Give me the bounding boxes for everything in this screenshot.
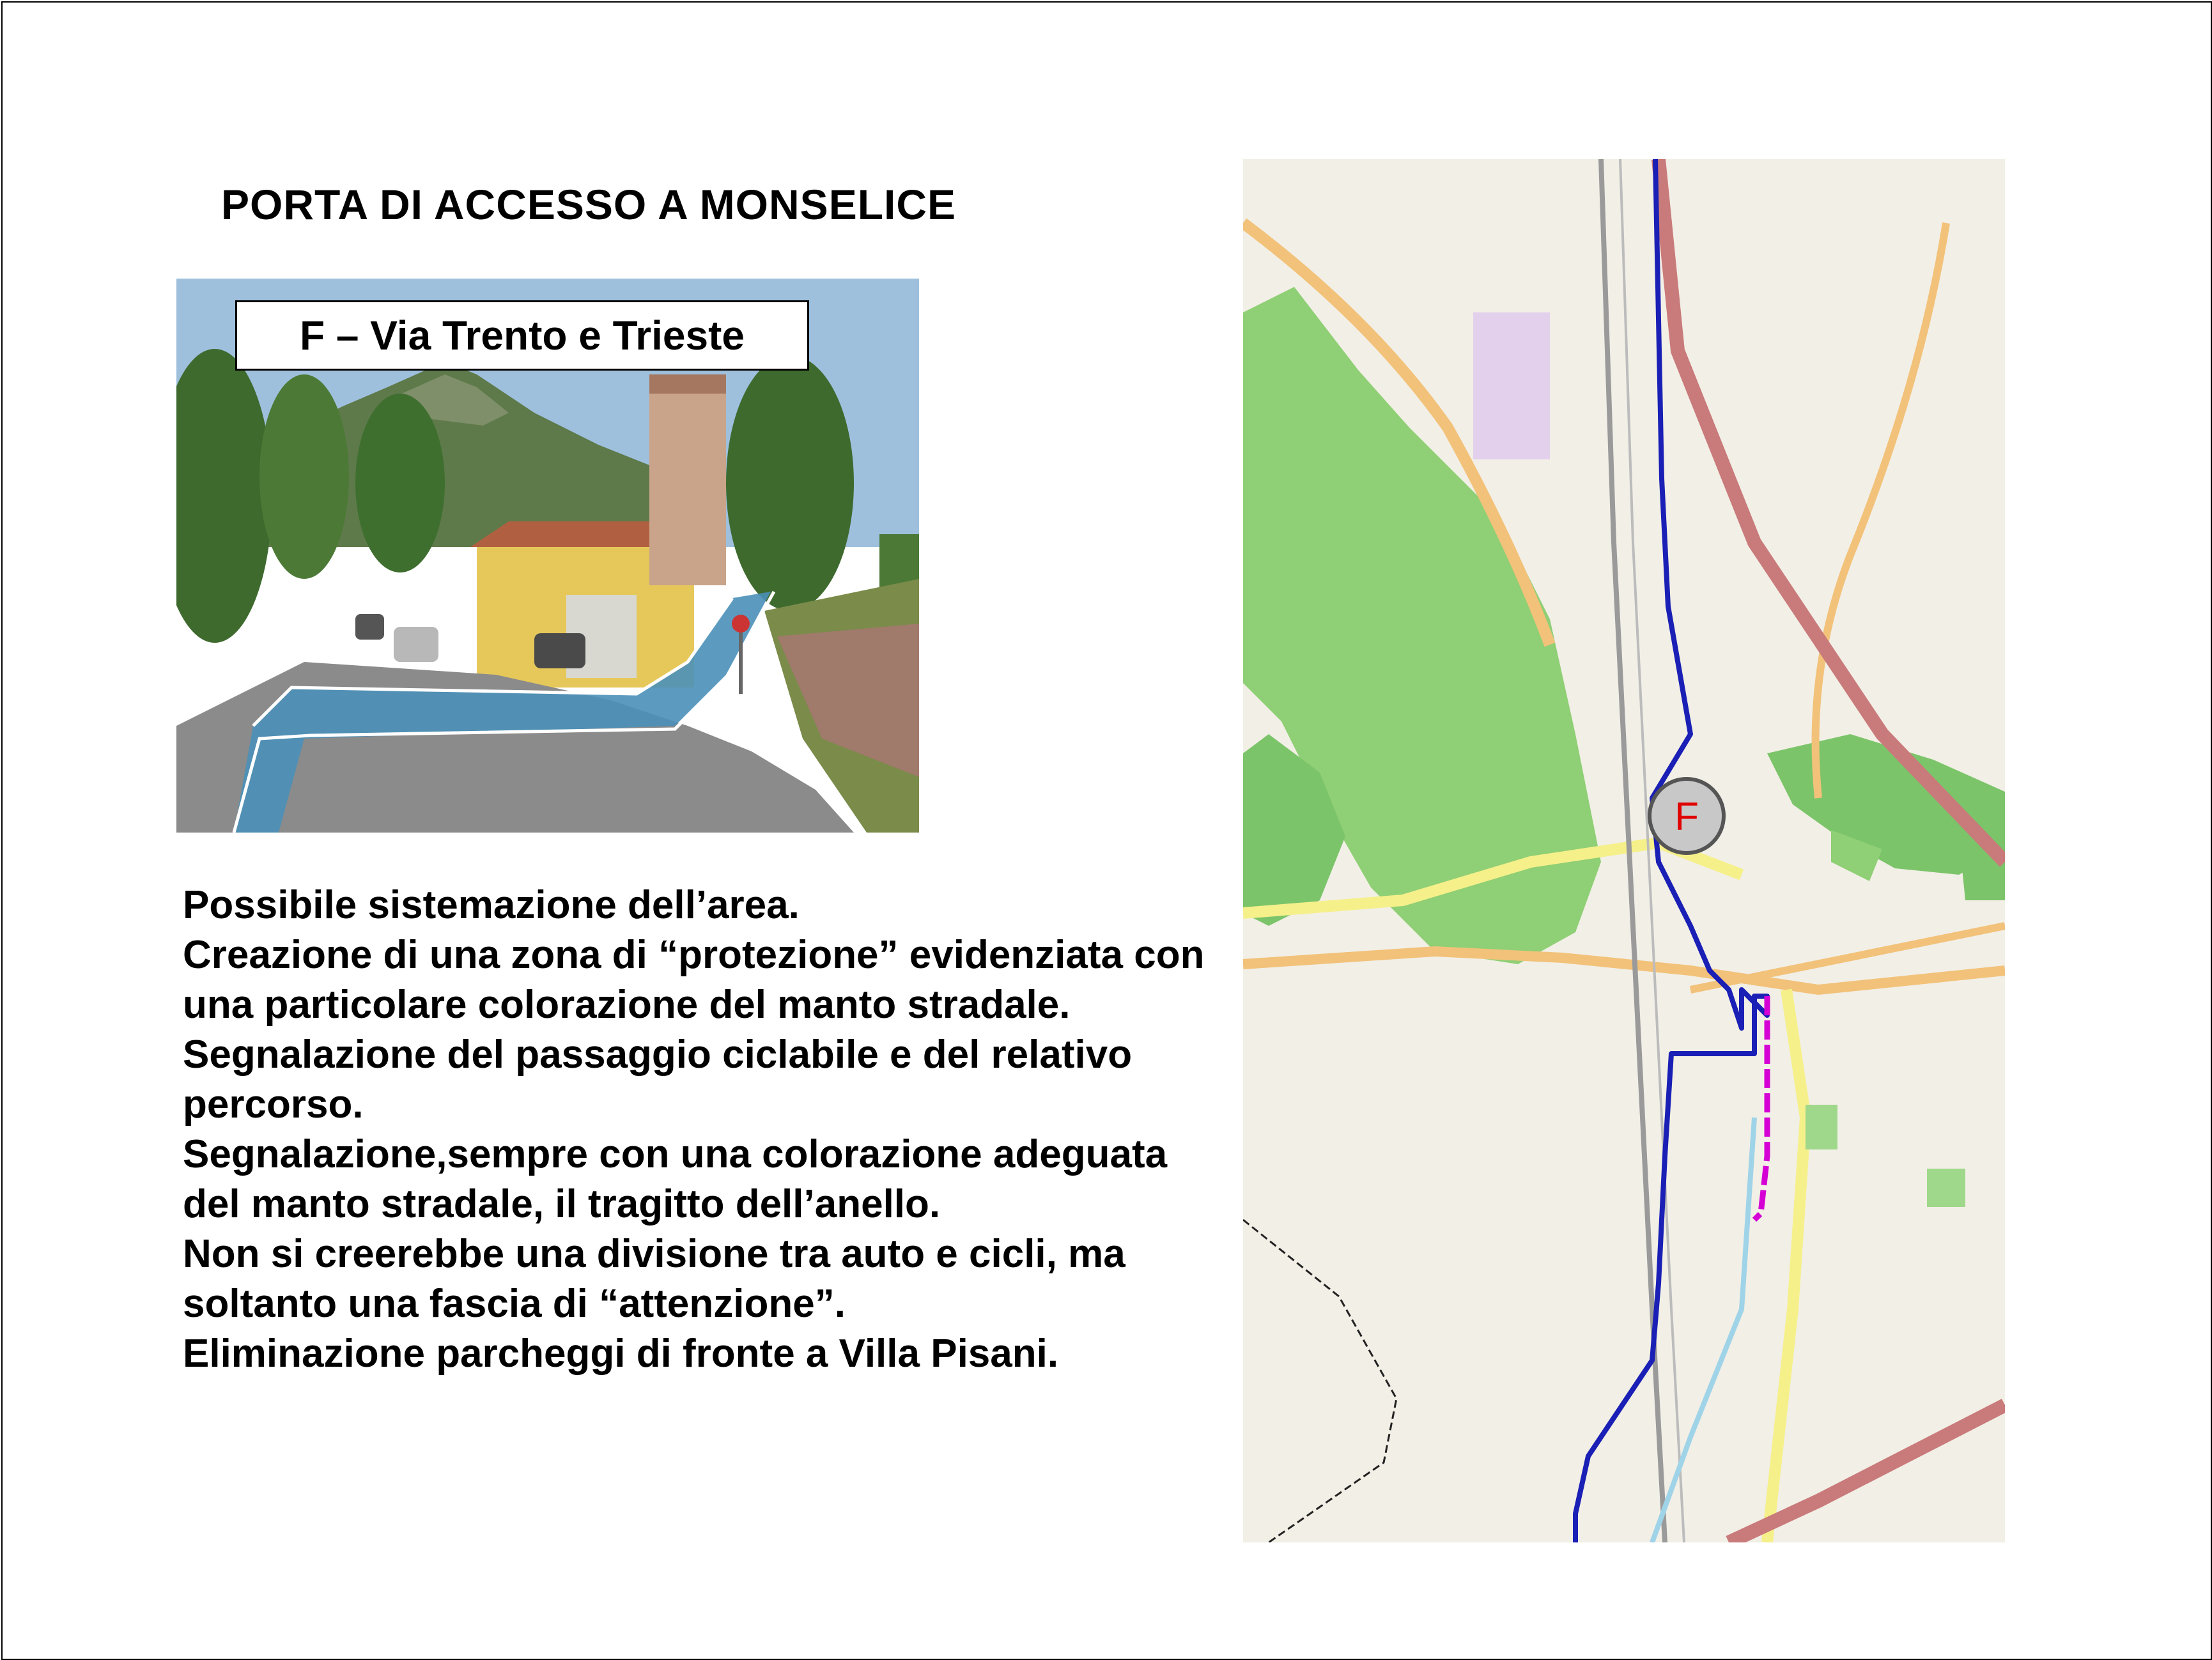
- paragraph-5: Non si creerebbe una divisione tra auto e cicli, ma soltanto una fascia di “attenzione”.: [183, 1232, 1125, 1326]
- paragraph-6: Eliminazione parcheggi di fronte a Villa Pisani.: [183, 1332, 1059, 1376]
- route-marker-f: F: [1674, 794, 1699, 839]
- paragraph-4: Segnalazione,sempre con una colorazione adeguata del manto stradale, il tragitto dell’anello.: [183, 1132, 1168, 1226]
- page-title: PORTA DI ACCESSO A MONSELICE: [221, 181, 957, 228]
- slide: [1, 1, 2212, 1660]
- paragraph-3: Segnalazione del passaggio ciclabile e del relativo percorso.: [183, 1033, 1133, 1126]
- body-text: [183, 880, 1218, 1379]
- route-map: [1243, 159, 2005, 1542]
- photo-caption: F – Via Trento e Trieste: [235, 300, 809, 371]
- paragraph-2: Creazione di una zona di “protezione” evidenziata con una particolare colorazione del manto stradale.: [183, 933, 1205, 1027]
- paragraph-1: Possibile sistemazione dell’area.: [183, 883, 800, 927]
